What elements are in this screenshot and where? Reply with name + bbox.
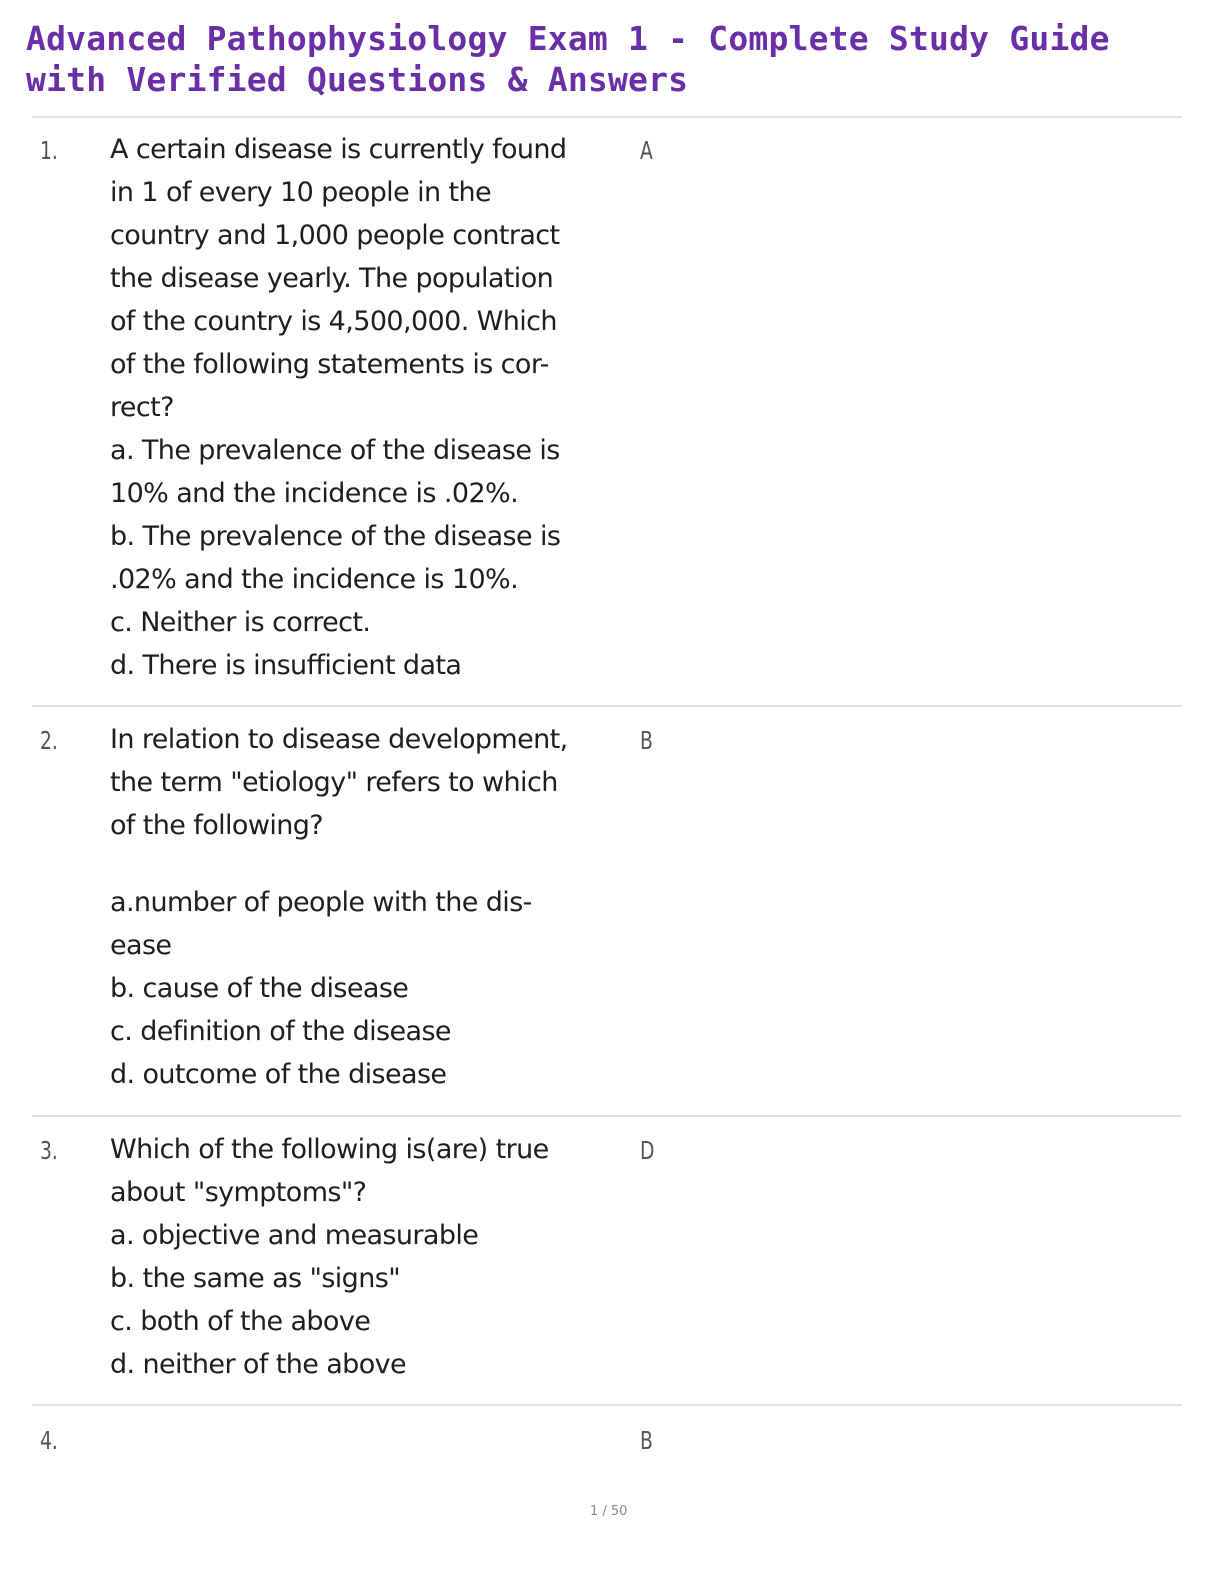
question-line: about "symptoms"? <box>110 1177 367 1208</box>
question-text <box>110 128 640 687</box>
question-line: rect? <box>110 392 174 423</box>
option-line: 10% and the incidence is .02%. <box>110 478 519 509</box>
blank-line <box>110 847 640 881</box>
question-line: of the following statements is cor- <box>110 349 549 380</box>
option-line: d. neither of the above <box>110 1349 407 1380</box>
question-line: in 1 of every 10 people in the <box>110 177 491 208</box>
option-line: b. The prevalence of the disease is <box>110 521 561 552</box>
question-text <box>110 1128 640 1386</box>
question-line: country and 1,000 people contract <box>110 220 560 251</box>
option-line: a. The prevalence of the disease is <box>110 435 560 466</box>
document-title <box>26 18 1206 100</box>
document-title-line-2: with Verified Questions & Answers <box>26 60 689 99</box>
divider <box>32 1404 1182 1406</box>
question-line: of the following? <box>110 810 324 841</box>
question-line: A certain disease is currently found <box>110 134 567 165</box>
question-number: 2. <box>40 726 58 755</box>
divider <box>32 705 1182 707</box>
option-line: d. There is insufficient data <box>110 650 462 681</box>
divider <box>32 1115 1182 1117</box>
question-number: 1. <box>40 136 58 165</box>
page-number: 1 / 50 <box>590 1504 628 1519</box>
option-line: b. the same as "signs" <box>110 1263 401 1294</box>
option-line: c. Neither is correct. <box>110 607 371 638</box>
question-line: Which of the following is(are) true <box>110 1134 549 1165</box>
option-line: ease <box>110 930 172 961</box>
divider <box>32 116 1182 118</box>
option-line: .02% and the incidence is 10%. <box>110 564 519 595</box>
answer-key: B <box>640 1426 653 1455</box>
question-line: the disease yearly. The population <box>110 263 554 294</box>
answer-key: D <box>640 1136 655 1165</box>
option-line: a.number of people with the dis- <box>110 887 532 918</box>
option-line: c. definition of the disease <box>110 1016 451 1047</box>
question-line: of the country is 4,500,000. Which <box>110 306 557 337</box>
option-line: b. cause of the disease <box>110 973 409 1004</box>
question-text <box>110 718 640 1096</box>
answer-key: A <box>640 136 653 165</box>
option-line: a. objective and measurable <box>110 1220 479 1251</box>
question-number: 4. <box>40 1426 58 1455</box>
question-number: 3. <box>40 1136 58 1165</box>
question-line: In relation to disease development, <box>110 724 568 755</box>
document-title-line-1: Advanced Pathophysiology Exam 1 - Complete Study Guide <box>26 19 1110 58</box>
option-line: c. both of the above <box>110 1306 371 1337</box>
question-line: the term "etiology" refers to which <box>110 767 558 798</box>
option-line: d. outcome of the disease <box>110 1059 447 1090</box>
answer-key: B <box>640 726 653 755</box>
